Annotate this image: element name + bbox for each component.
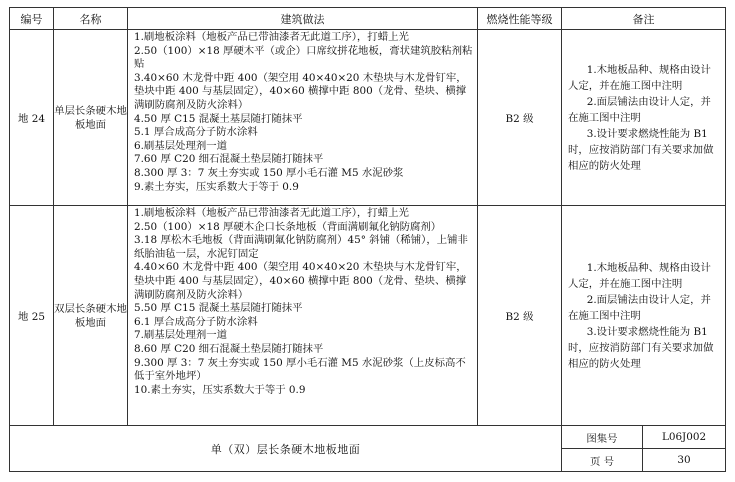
step: 4.40×60 木龙骨中距 400（架空用 40×40×20 木垫块与木龙骨钉牢，垫块中距 400 与基层固定），40×60 横撑中距 800（龙骨、垫块、横撑满刷防腐剂及防火涂料） bbox=[134, 261, 467, 301]
atlas-label: 图集号 bbox=[562, 426, 643, 449]
step: 7.60 厚 C20 细石混凝土垫层随打随抹平 bbox=[134, 153, 324, 166]
page-label: 页 号 bbox=[562, 449, 643, 472]
step: 1.刷地板涂料（地板产品已带油漆者无此道工序），打蜡上光 bbox=[134, 207, 409, 219]
row-num: 地 25 bbox=[10, 206, 54, 426]
note: 3.设计要求燃烧性能为 B1 时，应按消防部门有关要求加做相应的防火处理 bbox=[568, 127, 714, 172]
note: 1.木地板品种、规格由设计人定，并在施工图中注明 bbox=[568, 63, 711, 92]
note: 2.面层铺法由设计人定，并在施工图中注明 bbox=[568, 293, 711, 322]
step: 3.40×60 木龙骨中距 400（架空用 40×40×20 木垫块与木龙骨钉牢，垫块中距 400 与基层固定），40×60 横撑中距 800（龙骨、垫块、横撑满刷防腐剂及防火涂料） bbox=[134, 71, 467, 111]
step: 5.50 厚 C15 混凝土基层随打随抹平 bbox=[134, 302, 303, 315]
row-num: 地 24 bbox=[10, 30, 54, 206]
step: 9.300 厚 3：7 灰土夯实或 150 厚小毛石灌 M5 水泥砂浆（上皮标高不低于室外地坪） bbox=[134, 356, 466, 383]
footer-row bbox=[10, 426, 726, 449]
header-num: 编号 bbox=[10, 8, 54, 30]
row-name: 单层长条硬木地板地面 bbox=[54, 30, 128, 206]
step: 10.素土夯实，压实系数大于等于 0.9 bbox=[134, 383, 306, 396]
step: 8.60 厚 C20 细石混凝土垫层随打随抹平 bbox=[134, 342, 324, 355]
step: 1.刷地板涂料（地板产品已带油漆者无此道工序），打蜡上光 bbox=[134, 31, 409, 43]
table-row bbox=[10, 30, 726, 206]
row-notes bbox=[562, 30, 726, 206]
row-grade: B2 级 bbox=[478, 30, 562, 206]
step: 6.刷基层处理剂一道 bbox=[134, 139, 228, 152]
note: 1.木地板品种、规格由设计人定，并在施工图中注明 bbox=[568, 261, 711, 290]
spec-sheet bbox=[9, 7, 725, 472]
atlas-number: L06J002 bbox=[643, 426, 726, 449]
header-row bbox=[10, 8, 726, 30]
drawing-title: 单（双）层长条硬木地板地面 bbox=[10, 426, 562, 472]
row-grade: B2 级 bbox=[478, 206, 562, 426]
row-name: 双层长条硬木地板地面 bbox=[54, 206, 128, 426]
step: 7.刷基层处理剂一道 bbox=[134, 329, 228, 342]
construction-steps bbox=[128, 30, 478, 206]
page-number: 30 bbox=[643, 449, 726, 472]
construction-steps bbox=[128, 206, 478, 426]
step: 6.1 厚合成高分子防水涂料 bbox=[134, 315, 258, 328]
step: 8.300 厚 3：7 灰土夯实或 150 厚小毛石灌 M5 水泥砂浆 bbox=[134, 166, 404, 179]
step: 5.1 厚合成高分子防水涂料 bbox=[134, 126, 258, 139]
header-name: 名称 bbox=[54, 8, 128, 30]
spec-table bbox=[9, 7, 726, 472]
step: 3.18 厚松木毛地板（背面满刷氟化钠防腐剂）45° 斜铺（稀铺），上铺非纸胎油毡一层，水泥钉固定 bbox=[134, 234, 468, 260]
note: 2.面层铺法由设计人定，并在施工图中注明 bbox=[568, 95, 711, 124]
header-grade: 燃烧性能等级 bbox=[478, 8, 562, 30]
header-note: 备注 bbox=[562, 8, 726, 30]
step: 4.50 厚 C15 混凝土基层随打随抹平 bbox=[134, 112, 303, 125]
step: 2.50（100）×18 厚硬木平（或企）口席纹拼花地板，膏状建筑胶粘剂粘贴 bbox=[134, 44, 473, 71]
step: 2.50（100）×18 厚硬木企口长条地板（背面满刷氟化钠防腐剂） bbox=[134, 220, 442, 233]
header-method: 建筑做法 bbox=[128, 8, 478, 30]
note: 3.设计要求燃烧性能为 B1 时，应按消防部门有关要求加做相应的防火处理 bbox=[568, 325, 714, 370]
row-notes bbox=[562, 206, 726, 426]
table-row bbox=[10, 206, 726, 426]
step: 9.素土夯实，压实系数大于等于 0.9 bbox=[134, 180, 299, 193]
